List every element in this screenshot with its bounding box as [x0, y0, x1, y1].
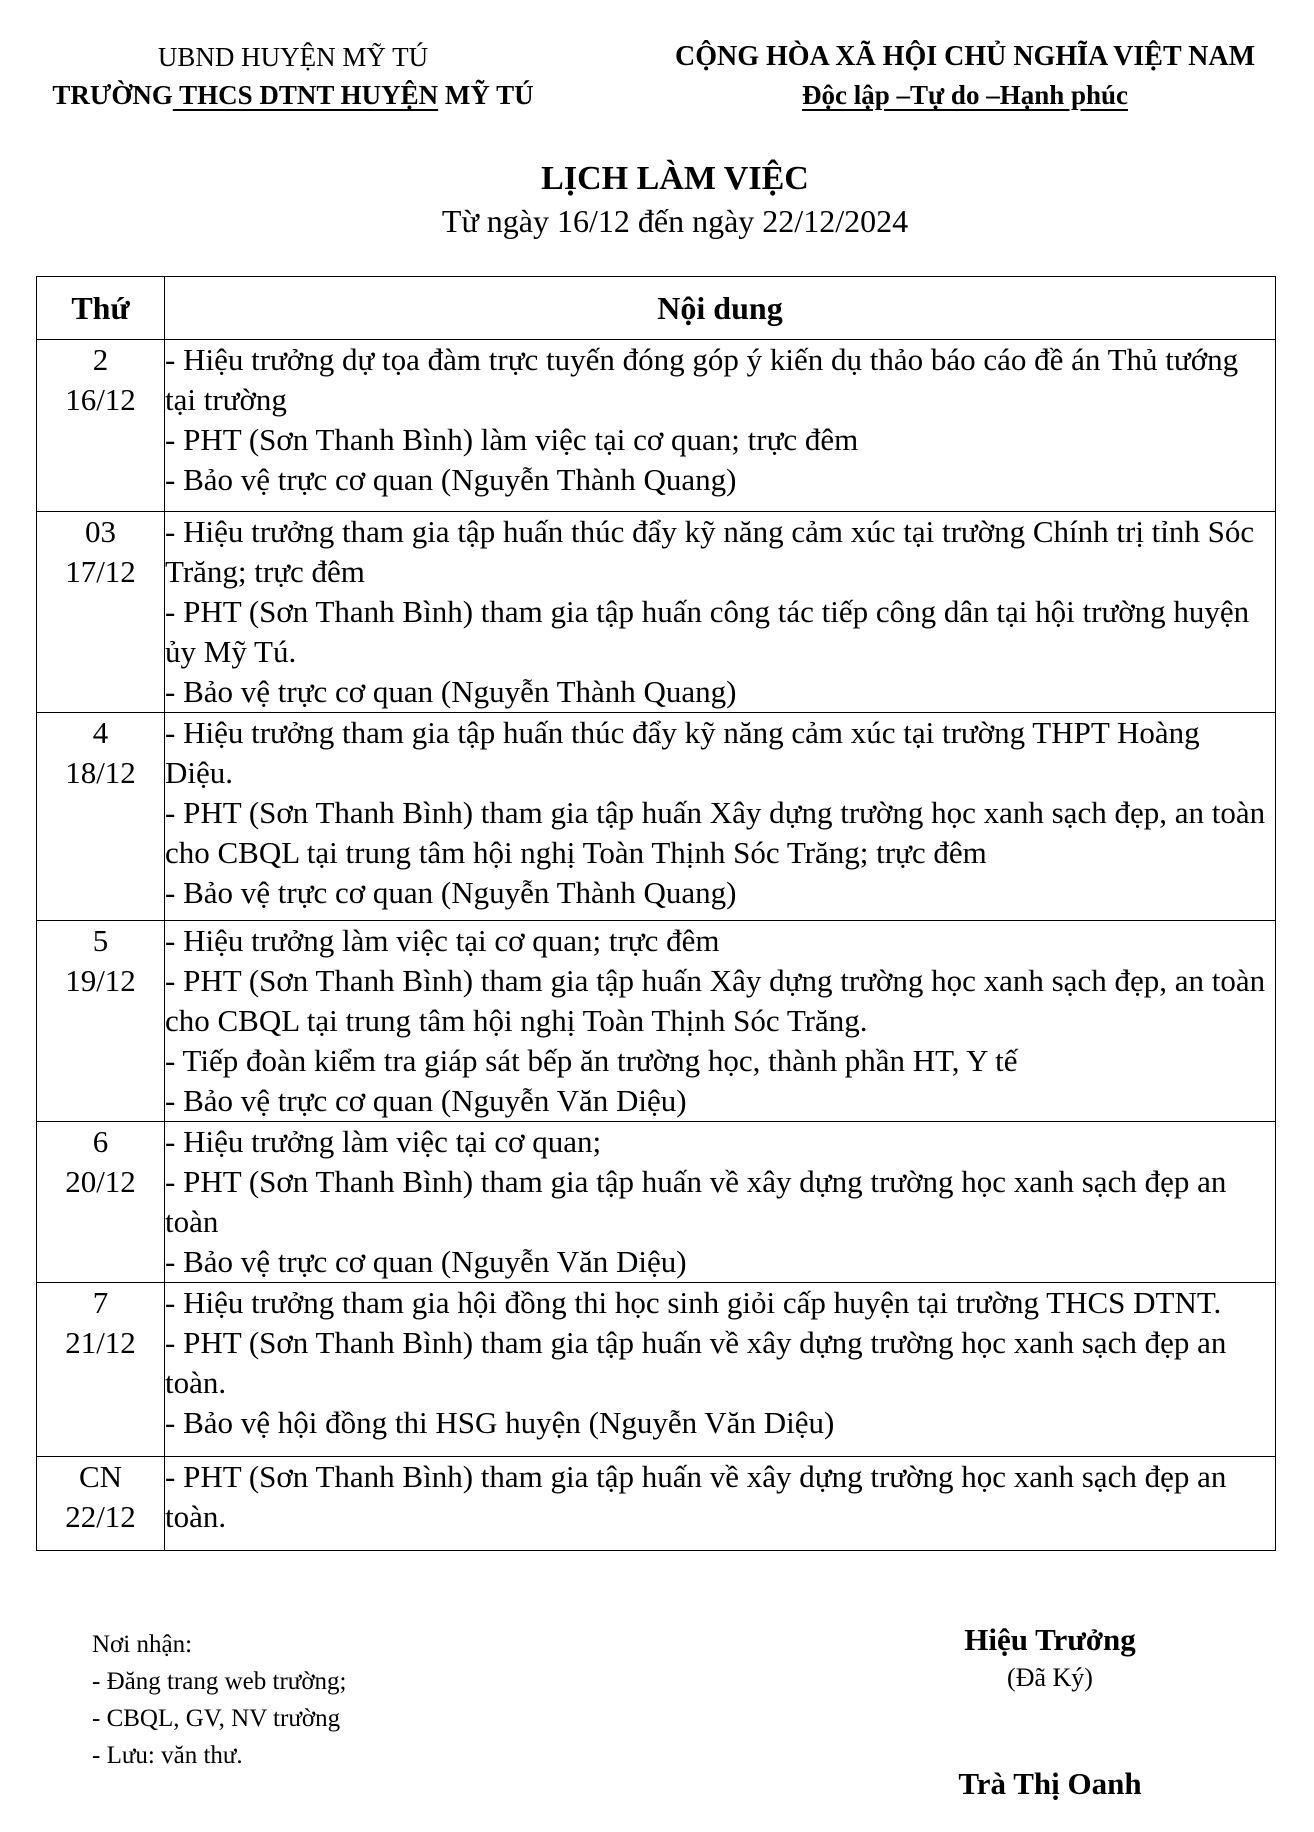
schedule-item: - Hiệu trưởng làm việc tại cơ quan;: [165, 1124, 602, 1159]
schedule-table: [36, 276, 1276, 1551]
weekday: 6: [92, 1124, 109, 1159]
recipients-block: [92, 1626, 346, 1774]
column-header-day: Thứ: [37, 277, 165, 340]
schedule-item: - Bảo vệ trực cơ quan (Nguyễn Thành Quang): [165, 875, 737, 910]
schedule-item: - PHT (Sơn Thanh Bình) tham gia tập huấn về xây dựng trường học xanh sạch đẹp an toàn.: [165, 1459, 1227, 1534]
schedule-item: - PHT (Sơn Thanh Bình) tham gia tập huấn Xây dựng trường học xanh sạch đẹp, an toàn cho CBQL tại trung tâm hội nghị Toàn Thịnh Sóc Trăng.: [165, 963, 1266, 1038]
day-cell: [37, 512, 165, 713]
content-cell: [165, 1457, 1276, 1551]
schedule-item: - Hiệu trưởng tham gia tập huấn thúc đẩy kỹ năng cảm xúc tại trường Chính trị tỉnh Sóc Trăng; trực đêm: [165, 514, 1255, 589]
schedule-item: - PHT (Sơn Thanh Bình) tham gia tập huấn Xây dựng trường học xanh sạch đẹp, an toàn cho CBQL tại trung tâm hội nghị Toàn Thịnh Sóc Trăng; trực đêm: [165, 795, 1266, 870]
day-cell: [37, 713, 165, 921]
recipient-item: - CBQL, GV, NV trường: [92, 1705, 341, 1732]
signer-title: Hiệu Trưởng: [964, 1622, 1136, 1657]
content-cell: [165, 340, 1276, 512]
day-cell: [37, 1122, 165, 1283]
document-title: LỊCH LÀM VIỆC: [541, 160, 809, 197]
schedule-item: - Hiệu trưởng dự tọa đàm trực tuyến đóng góp ý kiến dụ thảo báo cáo đề án Thủ tướng tại trường: [165, 342, 1239, 417]
schedule-item: - Bảo vệ trực cơ quan (Nguyễn Văn Diệu): [165, 1244, 687, 1279]
recipient-item: - Lưu: văn thư.: [92, 1742, 243, 1769]
schedule-item: - Hiệu trưởng làm việc tại cơ quan; trực đêm: [165, 923, 720, 958]
day-cell: [37, 1283, 165, 1457]
signature-block: [880, 1620, 1220, 1696]
weekday: 4: [92, 715, 109, 750]
schedule-item: - Hiệu trưởng tham gia hội đồng thi học sinh giỏi cấp huyện tại trường THCS DTNT.: [165, 1285, 1222, 1320]
weekday: 5: [92, 923, 109, 958]
school-name-part2: THCS DTNT HUYỆN: [172, 80, 439, 110]
day-cell: [37, 1457, 165, 1551]
schedule-item: - Hiệu trưởng tham gia tập huấn thúc đẩy kỹ năng cảm xúc tại trường THPT Hoàng Diệu.: [165, 715, 1200, 790]
day-cell: [37, 340, 165, 512]
table-row: [37, 340, 1276, 512]
table-row: [37, 512, 1276, 713]
school-name: [8, 76, 578, 114]
table-row: [37, 1122, 1276, 1283]
signed-note: (Đã Ký): [1007, 1663, 1093, 1692]
column-header-content: Nội dung: [165, 277, 1276, 340]
document-title-block: [0, 157, 1314, 241]
date: 17/12: [65, 554, 136, 589]
recipient-item: - Đăng trang web trường;: [92, 1668, 347, 1695]
date-range: Từ ngày 16/12 đến ngày 22/12/2024: [441, 203, 909, 239]
national-title: CỘNG HÒA XÃ HỘI CHỦ NGHĨA VIỆT NAM: [674, 41, 1256, 72]
weekday: CN: [78, 1459, 123, 1494]
school-name-part3: MỸ TÚ: [438, 80, 534, 110]
weekday: 03: [85, 514, 116, 549]
schedule-item: - Bảo vệ trực cơ quan (Nguyễn Thành Quang): [165, 674, 737, 709]
schedule-item: - Bảo vệ trực cơ quan (Nguyễn Thành Quang): [165, 462, 737, 497]
national-motto-text: Độc lập –Tự do –Hạnh phúc: [801, 80, 1129, 110]
content-cell: [165, 921, 1276, 1122]
content-cell: [165, 512, 1276, 713]
content-cell: [165, 713, 1276, 921]
table-row: [37, 713, 1276, 921]
date: 19/12: [65, 963, 136, 998]
schedule-item: - Tiếp đoàn kiểm tra giáp sát bếp ăn trường học, thành phần HT, Y tế: [165, 1043, 1018, 1078]
date: 16/12: [65, 382, 136, 417]
schedule-body: [37, 340, 1276, 1551]
agency-header: [8, 38, 578, 114]
table-header-row: [37, 277, 1276, 340]
content-cell: [165, 1122, 1276, 1283]
date: 20/12: [65, 1164, 136, 1199]
school-name-part1: TRƯỜNG: [52, 80, 173, 110]
date: 22/12: [65, 1499, 136, 1534]
weekday: 2: [92, 342, 109, 377]
table-row: [37, 1283, 1276, 1457]
table-row: [37, 921, 1276, 1122]
national-motto: [625, 76, 1305, 114]
schedule-item: - PHT (Sơn Thanh Bình) tham gia tập huấn về xây dựng trường học xanh sạch đẹp an toàn: [165, 1164, 1227, 1239]
schedule-item: - Bảo vệ hội đồng thi HSG huyện (Nguyễn Văn Diệu): [165, 1405, 835, 1440]
schedule-item: - PHT (Sơn Thanh Bình) tham gia tập huấn công tác tiếp công dân tại hội trường huyện ủy Mỹ Tú.: [165, 594, 1250, 669]
weekday: 7: [92, 1285, 109, 1320]
content-cell: [165, 1283, 1276, 1457]
national-header: [625, 38, 1305, 114]
schedule-item: - Bảo vệ trực cơ quan (Nguyễn Văn Diệu): [165, 1083, 687, 1118]
parent-agency: UBND HUYỆN MỸ TÚ: [157, 42, 429, 72]
date: 21/12: [65, 1325, 136, 1360]
schedule-item: - PHT (Sơn Thanh Bình) tham gia tập huấn về xây dựng trường học xanh sạch đẹp an toàn.: [165, 1325, 1227, 1400]
schedule-item: - PHT (Sơn Thanh Bình) làm việc tại cơ quan; trực đêm: [165, 422, 859, 457]
day-cell: [37, 921, 165, 1122]
table-row: [37, 1457, 1276, 1551]
signer-name: Trà Thị Oanh: [958, 1766, 1142, 1801]
recipients-heading: Nơi nhận:: [92, 1631, 193, 1658]
date: 18/12: [65, 755, 136, 790]
